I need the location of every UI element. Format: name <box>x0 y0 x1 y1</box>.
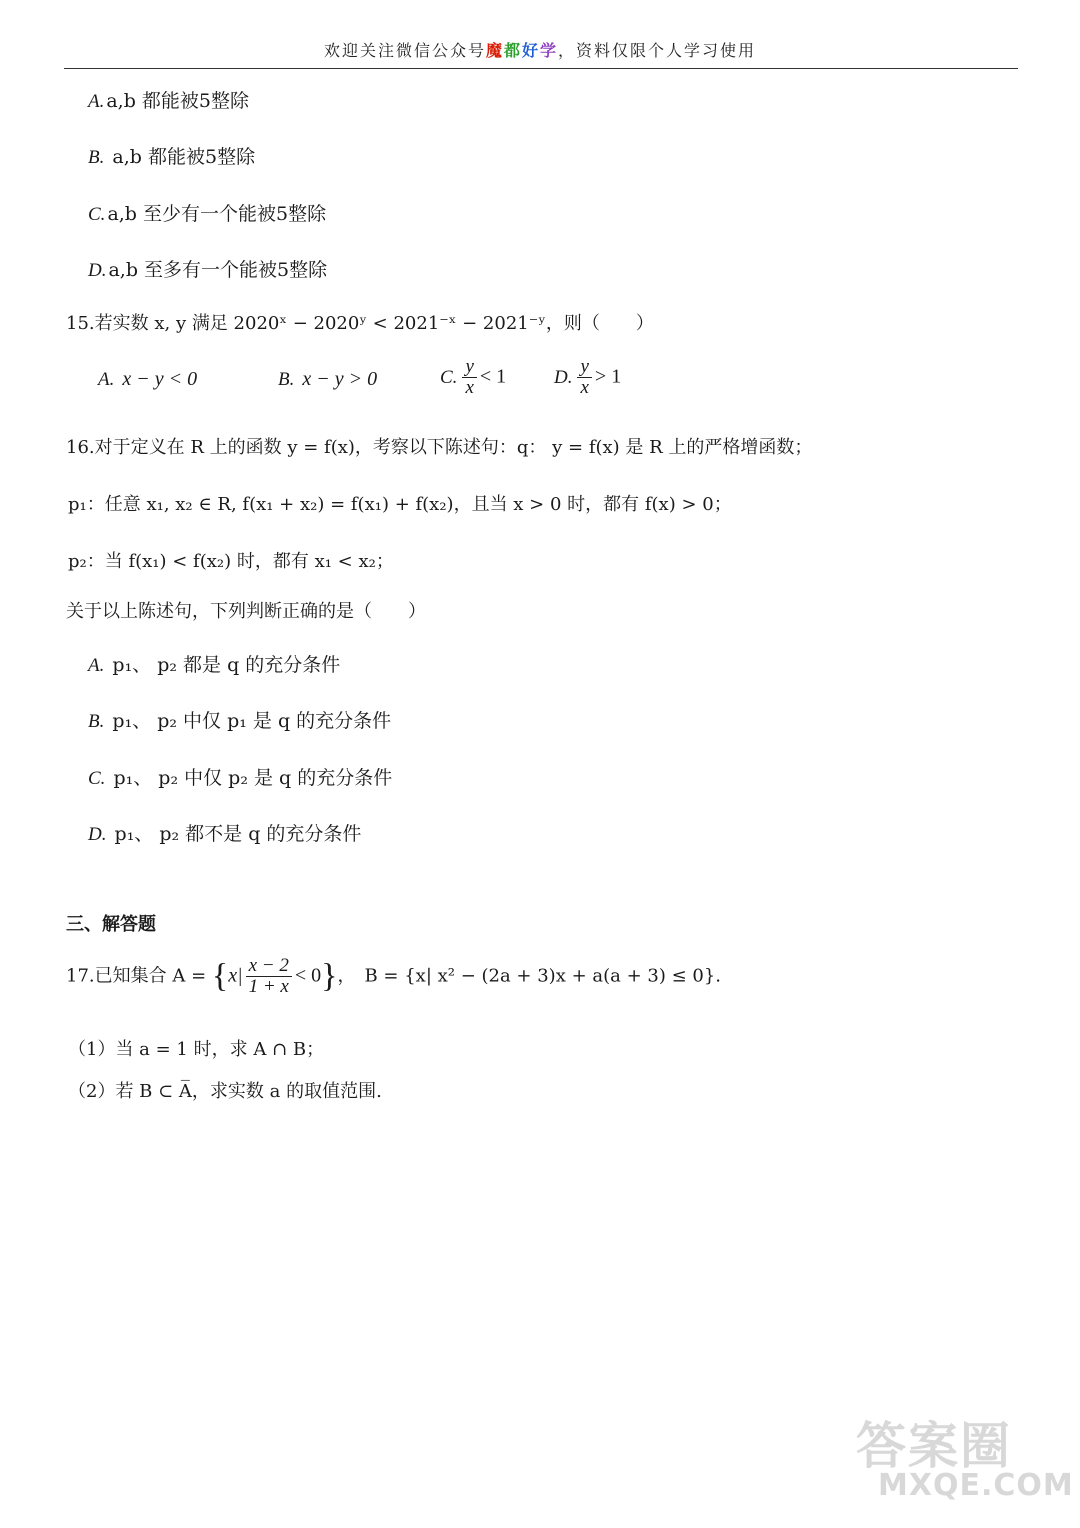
q14-option-c-text: a,b 至少有一个能被5整除 <box>107 203 327 225</box>
header-brand-2: 都 <box>503 41 522 60</box>
q15-option-c-label: C. <box>440 366 458 388</box>
header-post: ，资料仅限个人学习使用 <box>558 41 757 60</box>
section-heading: 三、解答题 <box>66 914 156 935</box>
q15-option-c-fraction <box>462 357 476 398</box>
q17-frac-den: 1 + x <box>248 976 289 997</box>
q15-option-c <box>440 357 506 398</box>
q17-setB: ， B = {x| x² − (2a + 3)x + a(a + 3) ≤ 0}. <box>337 965 722 987</box>
q16-option-c-label: C. <box>88 768 106 789</box>
q15-option-d-rel: > 1 <box>594 365 622 388</box>
q15-option-a-text: x − y < 0 <box>122 368 198 390</box>
q15-option-d-fraction <box>577 357 591 398</box>
q15-option-b-text: x − y > 0 <box>302 368 378 390</box>
q16-option-b <box>88 706 391 733</box>
q17-frac-num: x − 2 <box>246 956 292 977</box>
q15-option-b-label: B. <box>278 369 295 390</box>
q14-option-b-text: a,b 都能被5整除 <box>112 146 256 168</box>
q14-option-a-text: a,b 都能被5整除 <box>106 90 250 112</box>
q16-option-b-label: B. <box>88 711 105 732</box>
q14-option-b-label: B. <box>88 147 105 168</box>
q15-option-d-den: x <box>580 377 589 398</box>
q17-setA-left: x| <box>228 964 243 987</box>
q16-option-d-label: D. <box>88 824 107 845</box>
header-rule <box>64 68 1018 69</box>
q14-option-c-label: C. <box>88 204 106 225</box>
q15-option-c-num: y <box>462 357 476 378</box>
q17-prefix: 17.已知集合 A = <box>66 965 207 987</box>
header-brand-1: 魔 <box>485 41 504 60</box>
q16-option-d-text: p₁、 p₂ 都不是 q 的充分条件 <box>114 823 362 845</box>
header-pre: 欢迎关注微信公众号 <box>323 41 486 60</box>
q15-option-d-num: y <box>577 357 591 378</box>
q16-ask: 关于以上陈述句，下列判断正确的是（ ） <box>66 601 426 622</box>
q16-option-b-text: p₁、 p₂ 中仅 p₁ 是 q 的充分条件 <box>112 710 392 732</box>
q14-option-a-label: A. <box>88 91 105 112</box>
q14-option-d-text: a,b 至多有一个能被5整除 <box>108 259 328 281</box>
q14-option-a <box>88 86 249 113</box>
page-header <box>0 38 1080 61</box>
watermark-line1: 答案圈 <box>856 1417 1012 1475</box>
q17-stem <box>66 956 721 997</box>
q16-option-a-text: p₁、 p₂ 都是 q 的充分条件 <box>112 654 341 676</box>
q15-stem: 15.若实数 x, y 满足 2020ˣ − 2020ʸ < 2021⁻ˣ − 2021⁻ʸ，则（ ） <box>66 313 654 334</box>
q14-option-d-label: D. <box>88 260 107 281</box>
q16-option-d <box>88 819 361 846</box>
header-brand-3: 好 <box>522 41 541 60</box>
q16-option-a <box>88 650 340 677</box>
q16-option-a-label: A. <box>88 655 105 676</box>
q17-part2: （2）若 B ⊂ A̅，求实数 a 的取值范围. <box>68 1081 382 1102</box>
q17-brace-left: { <box>211 957 229 995</box>
q17-fraction <box>246 956 292 997</box>
header-brand-4: 学 <box>540 41 559 60</box>
watermark-line2: MXQE.COM <box>878 1468 1074 1503</box>
q15-option-c-den: x <box>465 377 474 398</box>
q15-option-c-rel: < 1 <box>479 365 507 388</box>
q16-p2: p₂：当 f(x₁) < f(x₂) 时，都有 x₁ < x₂； <box>68 551 394 572</box>
q15-option-b <box>278 368 377 391</box>
q16-p1: p₁：任意 x₁, x₂ ∈ R, f(x₁ + x₂) = f(x₁) + f(x₂)，且当 x > 0 时，都有 f(x) > 0； <box>68 494 732 515</box>
q15-option-a <box>98 368 197 391</box>
q15-option-a-label: A. <box>98 369 115 390</box>
q17-brace-right: } <box>321 957 338 995</box>
q17-part1: （1）当 a = 1 时，求 A ∩ B； <box>68 1039 325 1060</box>
q14-option-c <box>88 199 326 226</box>
watermark-logo <box>856 1406 1074 1516</box>
q16-option-c-text: p₁、 p₂ 中仅 p₂ 是 q 的充分条件 <box>113 767 393 789</box>
q16-option-c <box>88 763 392 790</box>
q14-option-b <box>88 142 255 169</box>
q15-option-d <box>554 357 621 398</box>
q14-option-d <box>88 255 327 282</box>
q17-setA-right: < 0 <box>294 964 322 987</box>
q16-stem: 16.对于定义在 R 上的函数 y = f(x)，考察以下陈述句：q： y = f(x) 是 R 上的严格增函数； <box>66 437 813 458</box>
q15-option-d-label: D. <box>554 366 573 388</box>
